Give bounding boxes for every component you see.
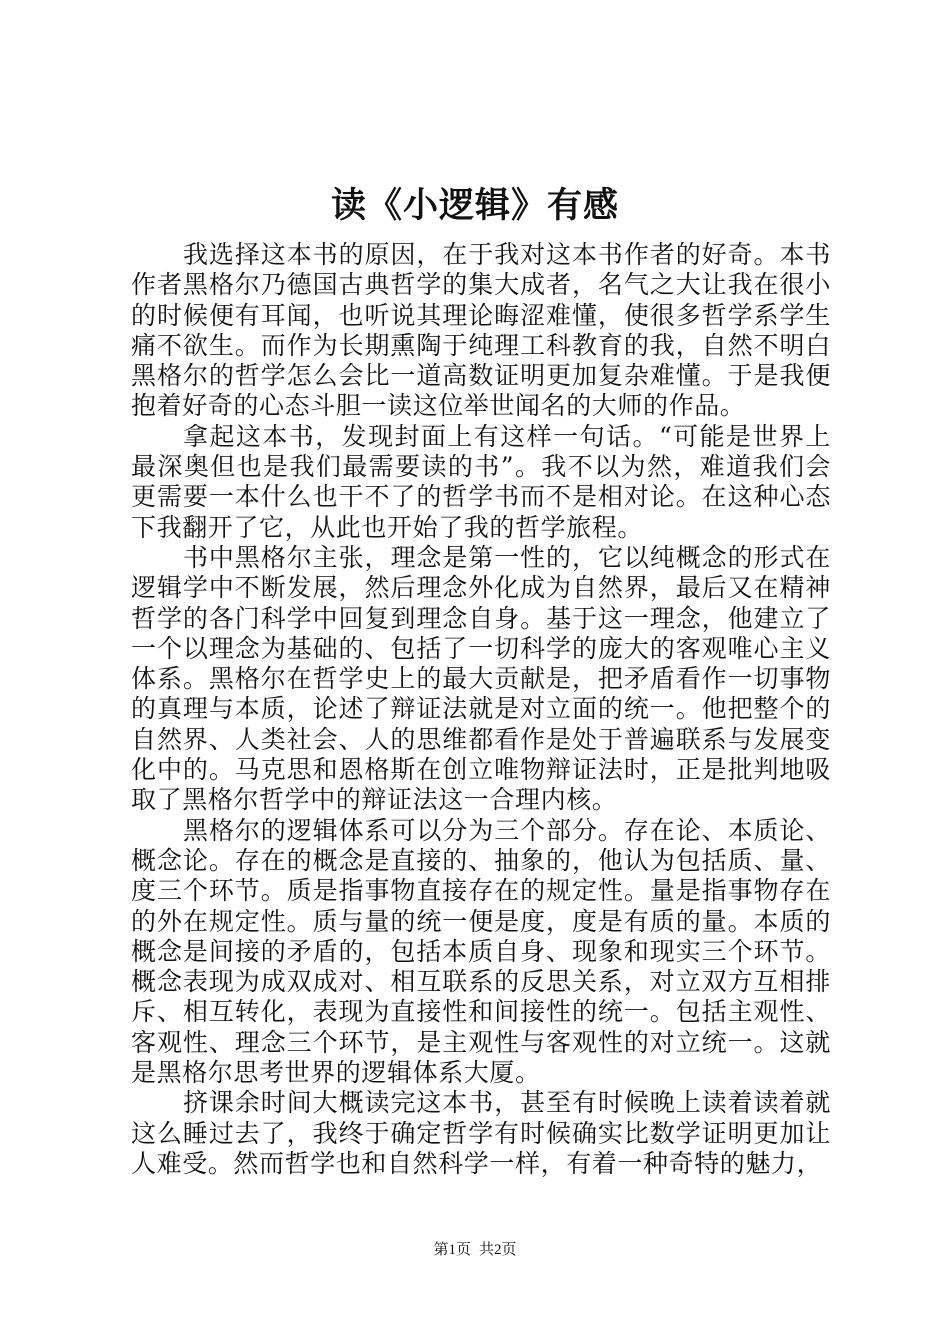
paragraph-2: 拿起这本书，发现封面上有这样一句话。“可能是世界上最深奥但也是我们最需要读的书”。我不以为然，难道我们会更需要一本什么也干不了的哲学书而不是相对论。在这种心态下我翻开了它，从此也开始了我的哲学旅程。 <box>131 421 831 542</box>
paragraph-5: 挤课余时间大概读完这本书，甚至有时候晚上读着读着就这么睡过去了，我终于确定哲学有时候确实比数学证明更加让人难受。然而哲学也和自然科学一样，有着一种奇特的魅力， <box>131 1088 831 1178</box>
paragraph-4: 黑格尔的逻辑体系可以分为三个部分。存在论、本质论、概念论。存在的概念是直接的、抽象的，他认为包括质、量、度三个环节。质是指事物直接存在的规定性。量是指事物存在的外在规定性。质与量的统一便是度，度是有质的量。本质的概念是间接的矛盾的，包括本质自身、现象和现实三个环节。概念表现为成双成对、相互联系的反思关系，对立双方互相排斥、相互转化，表现为直接性和间接性的统一。包括主观性、客观性、理念三个环节，是主观性与客观性的对立统一。这就是黑格尔思考世界的逻辑体系大厦。 <box>131 815 831 1088</box>
page-number-current: 第1页 <box>433 1242 471 1258</box>
page-number-total: 共2页 <box>479 1242 517 1258</box>
paragraph-3: 书中黑格尔主张，理念是第一性的，它以纯概念的形式在逻辑学中不断发展，然后理念外化成为自然界，最后又在精神哲学的各门科学中回复到理念自身。基于这一理念，他建立了一个以理念为基础的、包括了一切科学的庞大的客观唯心主义体系。黑格尔在哲学史上的最大贡献是，把矛盾看作一切事物的真理与本质，论述了辩证法就是对立面的统一。他把整个的自然界、人类社会、人的思维都看作是处于普遍联系与发展变化中的。马克思和恩格斯在创立唯物辩证法时，正是批判地吸取了黑格尔哲学中的辩证法这一合理内核。 <box>131 542 831 815</box>
document-title: 读《小逻辑》有感 <box>330 185 619 226</box>
paragraph-1: 我选择这本书的原因，在于我对这本书作者的好奇。本书作者黑格尔乃德国古典哲学的集大成者，名气之大让我在很小的时候便有耳闻，也听说其理论晦涩难懂，使很多哲学系学生痛不欲生。而作为长期熏陶于纯理工科教育的我，自然不明白黑格尔的哲学怎么会比一道高数证明更加复杂难懂。于是我便抱着好奇的心态斗胆一读这位举世闻名的大师的作品。 <box>131 240 831 421</box>
page-footer <box>0 1240 950 1260</box>
document-body <box>131 240 831 1179</box>
